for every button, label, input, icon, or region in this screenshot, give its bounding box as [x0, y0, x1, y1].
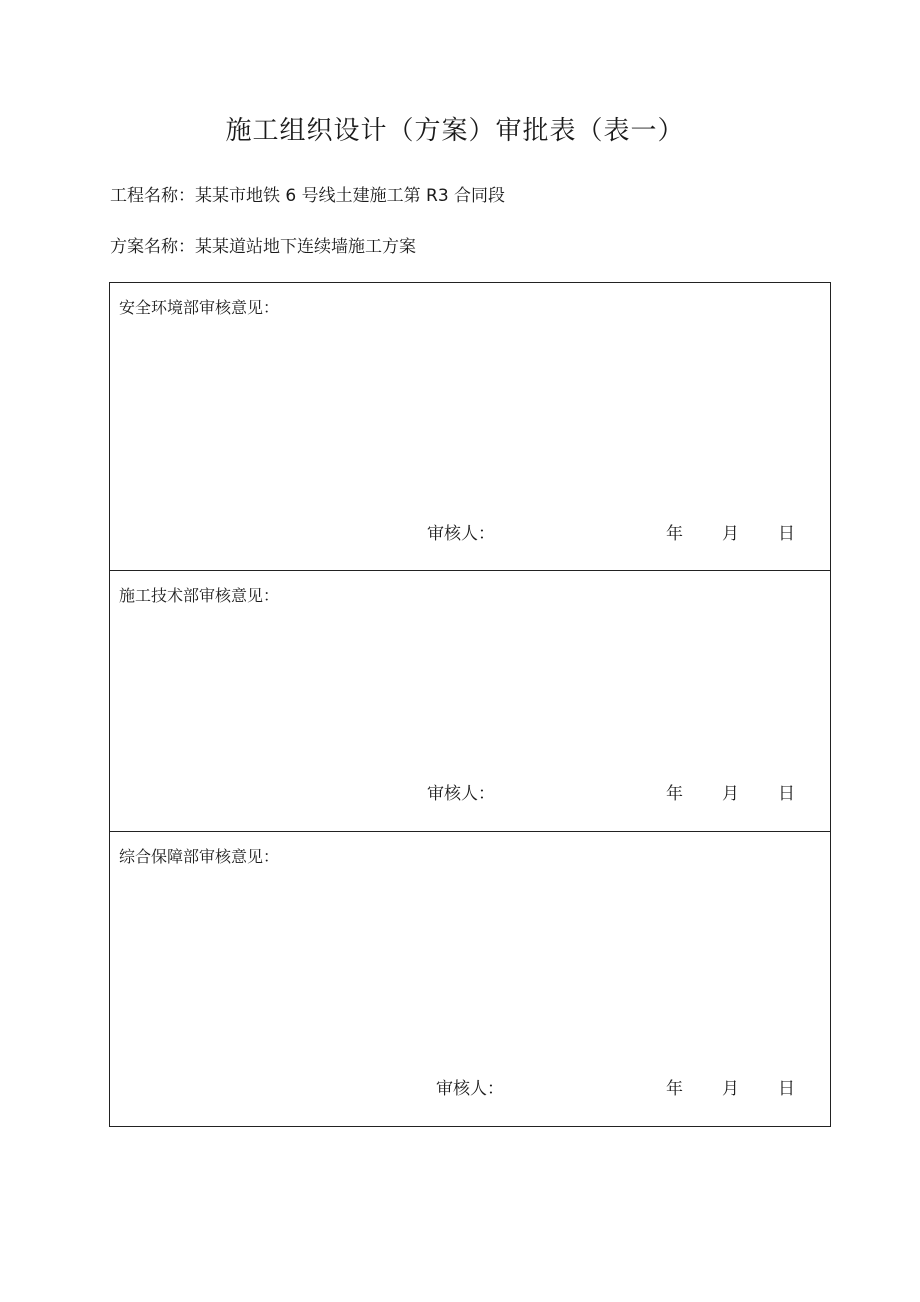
project-name-label: 工程名称： — [110, 186, 195, 206]
signature-row — [110, 1074, 830, 1098]
opinion-label: 安全环境部审核意见： — [119, 298, 280, 317]
date-day-label: 日 — [778, 1079, 795, 1099]
signature-row — [110, 779, 830, 803]
reviewer-label: 审核人： — [427, 784, 495, 804]
date-day-label: 日 — [778, 524, 795, 544]
date-year-label: 年 — [666, 1079, 683, 1099]
project-name-line — [110, 181, 505, 206]
opinion-label: 综合保障部审核意见： — [119, 847, 280, 866]
date-day-label: 日 — [778, 784, 795, 804]
plan-name-value: 某某道站地下连续墙施工方案 — [195, 237, 416, 257]
date-month-label: 月 — [722, 1079, 739, 1099]
project-name-value: 某某市地铁 6 号线土建施工第 R3 合同段 — [195, 186, 506, 206]
reviewer-label: 审核人： — [427, 524, 495, 544]
date-month-label: 月 — [722, 784, 739, 804]
reviewer-label: 审核人： — [436, 1079, 504, 1099]
opinion-label: 施工技术部审核意见： — [119, 586, 280, 605]
plan-name-line — [110, 232, 416, 257]
plan-name-label: 方案名称： — [110, 237, 195, 257]
document-title — [0, 110, 920, 147]
signature-row — [110, 519, 830, 543]
approval-form-table — [109, 282, 831, 1127]
date-month-label: 月 — [722, 524, 739, 544]
date-year-label: 年 — [666, 524, 683, 544]
safety-environment-review-section[interactable] — [110, 283, 830, 571]
date-year-label: 年 — [666, 784, 683, 804]
document-title-text: 施工组织设计（方案）审批表（表一） — [225, 116, 685, 146]
construction-technology-review-section[interactable] — [110, 571, 830, 832]
comprehensive-support-review-section[interactable] — [110, 832, 830, 1126]
